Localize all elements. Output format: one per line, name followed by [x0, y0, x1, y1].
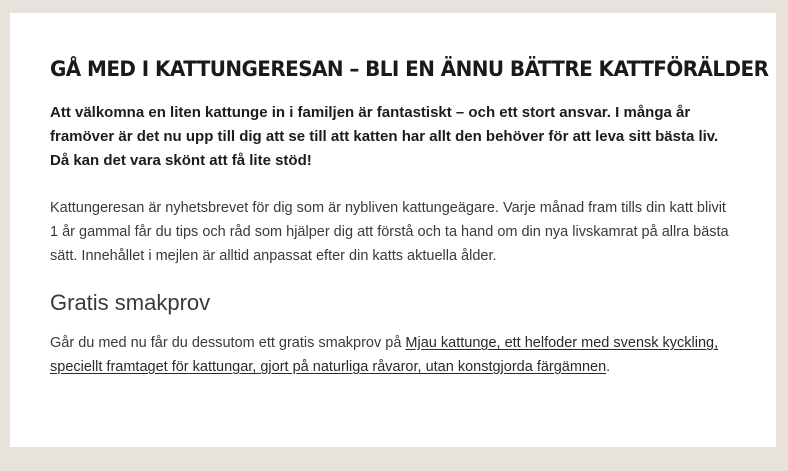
- newsletter-description: Kattungeresan är nyhetsbrevet för dig som är nybliven kattungeägare. Varje månad fram tills din katt blivit 1 år gammal får du tips och råd som hjälper dig att förstå och ta hand om din nya livskamrat på allra bästa sätt. Innehållet i mejlen är alltid anpassat efter din katts aktuella ålder.: [50, 200, 729, 264]
- page-title: GÅ MED I KATTUNGERESAN – BLI EN ÄNNU BÄTTRE KATTFÖRÄLDER: [50, 57, 769, 81]
- free-sample-paragraph: [50, 331, 736, 379]
- free-sample-text: Går du med nu får du dessutom ett gratis smakprov på: [50, 335, 406, 351]
- intro-paragraph: Att välkomna en liten kattunge in i familjen är fantastiskt – och ett stort ansvar. I många år framöver är det nu upp till dig att se till att katten har allt den behöver för att leva sitt bästa liv. Då kan det vara skönt att få lite stöd!: [50, 104, 719, 169]
- section-heading: Gratis smakprov: [50, 290, 211, 315]
- product-link[interactable]: Mjau kattunge, ett helfoder med svensk kyckling, speciellt framtaget för kattungar, gjort på naturliga råvaror, utan konstgjorda färgämnen: [50, 335, 719, 375]
- content-card: [10, 13, 776, 447]
- free-sample-text-end: .: [606, 359, 611, 375]
